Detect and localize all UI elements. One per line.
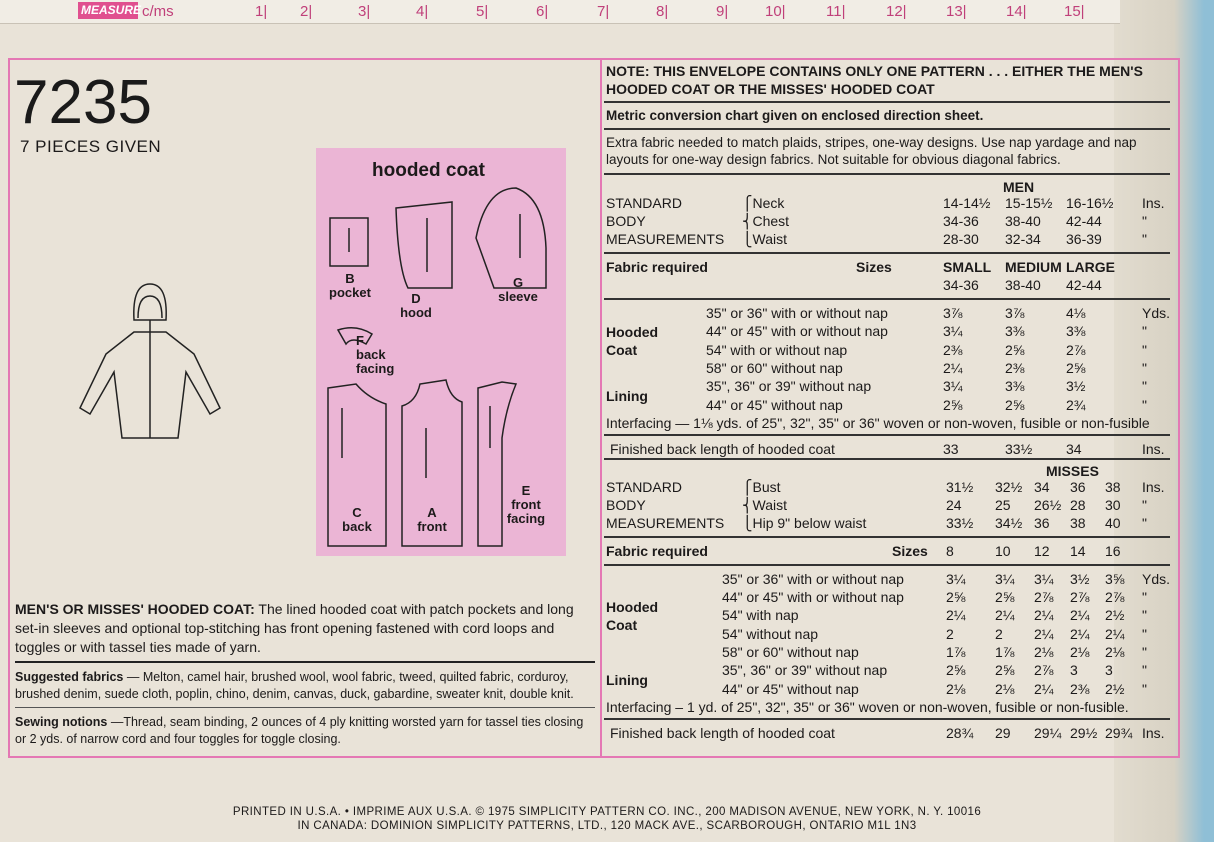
fabric-width: 35" or 36" with or without nap xyxy=(722,570,904,587)
body-label: BODY xyxy=(606,213,646,229)
body-label: MEASUREMENTS xyxy=(606,231,725,247)
value: 31½ xyxy=(946,478,974,495)
interfacing-text: Interfacing – 1 yd. of 25", 32", 35" or 36" woven or non-woven, fusible or non-fusible. xyxy=(606,698,1129,715)
yardage: 2¼ xyxy=(1034,680,1054,697)
yardage: 2¾ xyxy=(1066,396,1086,413)
ruler-tick: 3| xyxy=(358,3,371,20)
yardage: 3⅞ xyxy=(943,305,963,321)
yardage: 2⅛ xyxy=(1034,644,1054,660)
yardage: 2⅞ xyxy=(1070,589,1090,606)
yardage: 2⅜ xyxy=(943,341,963,358)
group-name: Hooded Coat xyxy=(606,323,659,358)
yardage: 3⅜ xyxy=(1005,323,1025,340)
unit: Ins. xyxy=(1142,195,1165,211)
yardage: 2½ xyxy=(1105,607,1125,624)
size: MEDIUM xyxy=(1005,259,1062,275)
value: 15-15½ xyxy=(1005,195,1053,211)
unit: " xyxy=(1142,213,1147,229)
sizes-label: Sizes xyxy=(856,259,892,275)
yardage: 2⅞ xyxy=(1066,341,1086,358)
yardage: 3¼ xyxy=(943,323,963,340)
yardage: 2⅝ xyxy=(943,396,963,413)
pattern-pieces-panel xyxy=(316,148,566,556)
misses-group-label xyxy=(606,671,1171,689)
ruler-tick: 15| xyxy=(1064,3,1085,20)
ruler-tick: 5| xyxy=(476,3,489,20)
value: 25 xyxy=(995,496,1011,513)
unit: " xyxy=(1142,589,1147,606)
unit: " xyxy=(1142,359,1147,376)
misses-fabric-row xyxy=(606,570,1171,588)
interfacing-text: Interfacing — 1⅛ yds. of 25", 32", 35" or 36" woven or non-woven, fusible or non-fusible xyxy=(606,414,1150,431)
fabric-width: 44" or 45" without nap xyxy=(706,396,843,413)
size: 12 xyxy=(1034,542,1050,559)
finished-label: Finished back length of hooded coat xyxy=(610,440,835,457)
yardage: 2⅛ xyxy=(946,680,966,697)
piece-d: D hood xyxy=(400,291,432,320)
fabric-label: Fabric required xyxy=(606,542,708,559)
value: 40 xyxy=(1105,514,1121,531)
envelope-note: NOTE: THIS ENVELOPE CONTAINS ONLY ONE PATTERN . . . EITHER THE MEN'S HOODED COAT OR THE MISSES' HOODED COAT xyxy=(606,63,1143,97)
yardage: 3¼ xyxy=(1034,570,1054,587)
yardage: 2 xyxy=(946,625,954,642)
yardage: 2⅛ xyxy=(995,680,1015,697)
yardage: 2¼ xyxy=(1034,607,1054,624)
value: 36 xyxy=(1034,514,1050,531)
finished-value: 28¾ xyxy=(946,724,974,741)
yardage: 2⅝ xyxy=(946,662,966,679)
fabric-width: 35", 36" or 39" without nap xyxy=(722,662,888,679)
value: 33½ xyxy=(946,514,974,531)
value: 24 xyxy=(946,496,962,513)
yardage: 2¼ xyxy=(995,607,1015,624)
footer-line-1: PRINTED IN U.S.A. • IMPRIME AUX U.S.A. © 1975 SIMPLICITY PATTERN CO. INC., 200 MADISON AVENUE, NEW YORK, N. Y. 10016 xyxy=(232,806,982,818)
fabric-label: Fabric required xyxy=(606,259,708,275)
misses-body-row xyxy=(606,496,1171,514)
yardage: 4⅛ xyxy=(1066,305,1086,321)
unit: Yds. xyxy=(1142,305,1171,321)
unit: " xyxy=(1142,662,1147,679)
extra-fabric-note: Extra fabric needed to match plaids, stripes, one-way designs. Use nap yardage and nap layouts for one-way design fabrics. Not suitable for obvious diagonal fabrics. xyxy=(606,135,1137,167)
rule-line xyxy=(604,252,1170,254)
men-fabric-row xyxy=(606,341,1171,359)
men-size-ranges xyxy=(606,276,1171,294)
size: 14 xyxy=(1070,542,1086,559)
fabric-width: 44" or 45" with or without nap xyxy=(706,323,888,340)
group-name: Lining xyxy=(606,387,648,404)
men-group-label xyxy=(606,387,1171,405)
yardage: 2⅝ xyxy=(1066,359,1086,376)
men-finished-length xyxy=(606,440,1171,458)
yardage: 2½ xyxy=(1105,680,1125,697)
value: 36-39 xyxy=(1066,231,1102,247)
unit: " xyxy=(1142,644,1147,660)
unit: " xyxy=(1142,680,1147,697)
yardage: 3½ xyxy=(1066,378,1086,395)
ruler-tick: 13| xyxy=(946,3,967,20)
yardage: 3 xyxy=(1070,662,1078,679)
fabric-width: 54" without nap xyxy=(722,625,819,642)
yardage: 1⅞ xyxy=(995,644,1015,660)
yardage: 3¼ xyxy=(943,378,963,395)
value: 14-14½ xyxy=(943,195,991,211)
unit: " xyxy=(1142,514,1147,531)
ruler-tick: 14| xyxy=(1006,3,1027,20)
finished-value: 29¼ xyxy=(1034,724,1062,741)
yardage: 2⅞ xyxy=(1034,662,1054,679)
column-divider xyxy=(600,58,602,758)
unit: " xyxy=(1142,323,1147,340)
piece-b: B pocket xyxy=(329,271,371,300)
value: 30 xyxy=(1105,496,1121,513)
piece-e: E front facing xyxy=(506,483,546,526)
size: LARGE xyxy=(1066,259,1115,275)
men-body-row xyxy=(606,212,1171,230)
yardage: 2⅝ xyxy=(995,589,1015,606)
pieces-given: 7 PIECES GIVEN xyxy=(20,137,162,156)
men-fabric-row xyxy=(606,359,1171,377)
rule-line xyxy=(604,298,1170,300)
yardage: 3 xyxy=(1105,662,1113,679)
misses-body-row xyxy=(606,514,1171,532)
rule-line xyxy=(604,564,1170,566)
ruler-tick: 2| xyxy=(300,3,313,20)
men-body-row xyxy=(606,230,1171,248)
body-label: STANDARD xyxy=(606,478,682,495)
men-interfacing xyxy=(606,414,1171,432)
size: SMALL xyxy=(943,259,992,275)
misses-finished-length xyxy=(606,724,1171,742)
group-name: Lining xyxy=(606,671,648,688)
value: 28 xyxy=(1070,496,1086,513)
measure-ruler xyxy=(0,0,1120,24)
yardage: 3⅜ xyxy=(1005,378,1025,395)
measure-label: MEASURE xyxy=(78,2,138,19)
value: 36 xyxy=(1070,478,1086,495)
ruler-unit: c/ms xyxy=(142,3,174,20)
size: 16 xyxy=(1105,542,1121,559)
ruler-tick: 10| xyxy=(765,3,786,20)
value: 28-30 xyxy=(943,231,979,247)
size-range: 34-36 xyxy=(943,277,979,293)
description: MEN'S OR MISSES' HOODED COAT: The lined hooded coat with patch pockets and long set-in sleeves and optional top-stitching has front opening fastened with cord loops and toggles or with tassel ties made of yarn. xyxy=(15,601,574,655)
value: 32½ xyxy=(995,478,1023,495)
unit: " xyxy=(1142,607,1147,624)
piece-a: A front xyxy=(417,505,447,534)
yardage: 3⅞ xyxy=(1005,305,1025,321)
unit: " xyxy=(1142,231,1147,247)
fabric-width: 54" with nap xyxy=(722,607,799,624)
coat-illustration xyxy=(76,282,224,444)
measurement-label: ⎩Hip 9" below waist xyxy=(742,514,867,531)
value: 32-34 xyxy=(1005,231,1041,247)
misses-heading-text: MISSES xyxy=(1046,462,1099,479)
pattern-number: 7235 xyxy=(14,68,152,137)
yardage: 2¼ xyxy=(946,607,966,624)
yardage: 3⅜ xyxy=(1066,323,1086,340)
men-fabric-row xyxy=(606,304,1171,322)
unit: " xyxy=(1142,496,1147,513)
yardage: 2¼ xyxy=(943,359,963,376)
yardage: 3¼ xyxy=(995,570,1015,587)
piece-c: C back xyxy=(342,505,372,534)
size-range: 38-40 xyxy=(1005,277,1041,293)
value: 26½ xyxy=(1034,496,1062,513)
measurement-label: ⎩Waist xyxy=(742,231,787,247)
footer-line-2: IN CANADA: DOMINION SIMPLICITY PATTERNS, LTD., 120 MACK AVE., SCARBOROUGH, ONTARIO M1L 1N3 xyxy=(297,820,917,832)
yardage: 2¼ xyxy=(1070,607,1090,624)
value: 34½ xyxy=(995,514,1023,531)
yardage: 1⅞ xyxy=(946,644,966,660)
finished-value: 33 xyxy=(943,440,959,457)
yardage: 2⅞ xyxy=(1034,589,1054,606)
piece-f: F back facing xyxy=(356,333,395,376)
misses-fabric-row xyxy=(606,625,1171,643)
yardage: 2⅜ xyxy=(1005,359,1025,376)
metric-note: Metric conversion chart given on enclosed direction sheet. xyxy=(606,108,984,123)
yardage: 2 xyxy=(995,625,1003,642)
size-range: 42-44 xyxy=(1066,277,1102,293)
value: 42-44 xyxy=(1066,213,1102,229)
ruler-tick: 6| xyxy=(536,3,549,20)
fabric-width: 44" or 45" with or without nap xyxy=(722,589,904,606)
value: 38-40 xyxy=(1005,213,1041,229)
finished-value: 29½ xyxy=(1070,724,1098,741)
yardage: 3¼ xyxy=(946,570,966,587)
body-label: STANDARD xyxy=(606,195,682,211)
ruler-tick: 11| xyxy=(826,3,846,20)
misses-group-label xyxy=(606,598,1171,633)
panel-title: hooded coat xyxy=(372,160,485,181)
measurement-label: ⎨Chest xyxy=(742,213,790,229)
misses-interfacing xyxy=(606,698,1171,716)
yardage: 3½ xyxy=(1070,570,1090,587)
measurement-label: ⎧Bust xyxy=(742,478,781,495)
finished-label: Finished back length of hooded coat xyxy=(610,724,835,741)
suggested-fabrics: Suggested fabrics — Melton, camel hair, brushed wool, wool fabric, tweed, quilted fabric, corduroy, brushed denim, suede cloth, poplin, chino, denim, canvas, duck, gabardine, sweater knit, double knit. xyxy=(15,670,574,701)
yardage: 2⅞ xyxy=(1105,589,1125,606)
finished-value: 29¾ xyxy=(1105,724,1133,741)
unit: Yds. xyxy=(1142,570,1171,587)
ruler-tick: 12| xyxy=(886,3,907,20)
measurement-label: ⎧Neck xyxy=(742,195,785,211)
size: 8 xyxy=(946,542,954,559)
sizes-label: Sizes xyxy=(892,542,928,559)
yardage: 2⅝ xyxy=(1005,396,1025,413)
body-label: MEASUREMENTS xyxy=(606,514,725,531)
fabric-width: 44" or 45" without nap xyxy=(722,680,859,697)
piece-g: G sleeve xyxy=(498,275,538,304)
finished-value: 33½ xyxy=(1005,440,1033,457)
rule-line xyxy=(604,434,1170,436)
value: 16-16½ xyxy=(1066,195,1114,211)
ruler-tick: 7| xyxy=(597,3,610,20)
size: 10 xyxy=(995,542,1011,559)
unit: " xyxy=(1142,625,1147,642)
yardage: 2¼ xyxy=(1105,625,1125,642)
fabric-width: 35", 36" or 39" without nap xyxy=(706,378,872,395)
fabric-width: 58" or 60" without nap xyxy=(722,644,859,660)
yardage: 2⅛ xyxy=(1105,644,1125,660)
value: 34 xyxy=(1034,478,1050,495)
yardage: 2⅜ xyxy=(1070,680,1090,697)
misses-body-row xyxy=(606,478,1171,496)
misses-fabric-row xyxy=(606,643,1171,661)
measurement-label: ⎨Waist xyxy=(742,496,787,513)
fabric-width: 58" or 60" without nap xyxy=(706,359,843,376)
unit: Ins. xyxy=(1142,440,1165,457)
group-name: Hooded Coat xyxy=(606,598,659,633)
yardage: 2⅛ xyxy=(1070,644,1090,660)
finished-value: 34 xyxy=(1066,440,1082,457)
unit: " xyxy=(1142,378,1147,395)
ruler-tick: 9| xyxy=(716,3,729,20)
yardage: 2⅝ xyxy=(946,589,966,606)
finished-value: 29 xyxy=(995,724,1011,741)
yardage: 2⅝ xyxy=(995,662,1015,679)
rule-line xyxy=(604,536,1170,538)
fabric-width: 35" or 36" with or without nap xyxy=(706,305,888,321)
unit: Ins. xyxy=(1142,724,1165,741)
rule-line xyxy=(604,718,1170,720)
yardage: 2¼ xyxy=(1070,625,1090,642)
yardage: 3⅝ xyxy=(1105,570,1125,587)
yardage: 2¼ xyxy=(1034,625,1054,642)
body-label: BODY xyxy=(606,496,646,513)
fabric-width: 54" with or without nap xyxy=(706,341,848,358)
men-fabric-header xyxy=(606,258,1171,276)
unit: Ins. xyxy=(1142,478,1165,495)
value: 34-36 xyxy=(943,213,979,229)
ruler-tick: 8| xyxy=(656,3,669,20)
value: 38 xyxy=(1070,514,1086,531)
unit: " xyxy=(1142,396,1147,413)
yardage: 2⅝ xyxy=(1005,341,1025,358)
value: 38 xyxy=(1105,478,1121,495)
rule-line xyxy=(604,458,1170,460)
men-heading-text: MEN xyxy=(1003,179,1035,195)
men-body-row xyxy=(606,194,1171,212)
description-block xyxy=(15,600,595,748)
unit: " xyxy=(1142,341,1147,358)
misses-fabric-header xyxy=(606,542,1171,560)
ruler-tick: 4| xyxy=(416,3,429,20)
ruler-tick: 1| xyxy=(255,3,268,20)
sewing-notions: Sewing notions —Thread, seam binding, 2 ounces of 4 ply knitting worsted yarn for tassel ties closing or 2 yds. of narrow cord and four toggles for toggle closing. xyxy=(15,715,584,746)
